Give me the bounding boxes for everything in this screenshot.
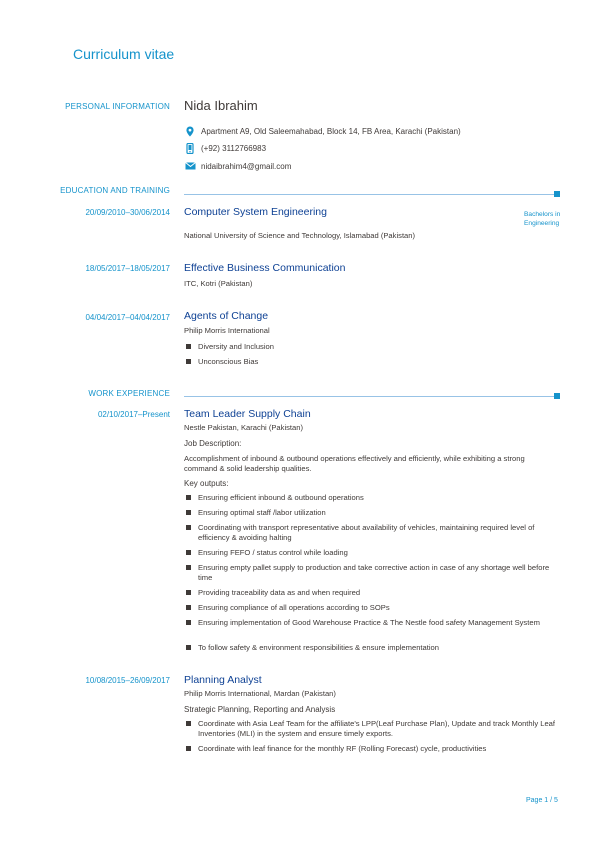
list-item: Ensuring efficient inbound & outbound operations	[184, 493, 560, 503]
phone-text: (+92) 3112766983	[201, 143, 267, 153]
key-outputs-label: Key outputs:	[184, 479, 229, 488]
section-marker	[554, 191, 560, 197]
list-item: Providing traceability data as and when required	[184, 588, 560, 598]
email-text[interactable]: nidaibrahim4@gmail.com	[201, 161, 292, 171]
job-description-label: Job Description:	[184, 439, 242, 448]
list-item: To follow safety & environment responsibilities & ensure implementation	[184, 643, 560, 653]
education-organisation: National University of Science and Technology, Islamabad (Pakistan)	[184, 231, 416, 240]
education-title: Effective Business Communication	[184, 262, 346, 274]
document-title: Curriculum vitae	[73, 46, 175, 62]
section-marker	[554, 393, 560, 399]
job-date: 10/08/2015–26/09/2017	[85, 676, 170, 685]
list-item: Ensuring optimal staff /labor utilization	[184, 508, 560, 518]
education-title: Agents of Change	[184, 310, 269, 322]
job-subheading: Strategic Planning, Reporting and Analysis	[184, 705, 336, 714]
section-divider	[184, 396, 557, 397]
location-icon	[184, 125, 196, 137]
qualification-level: Bachelors in Engineering	[524, 211, 561, 227]
list-item: Coordinate with leaf finance for the monthly RF (Rolling Forecast) cycle, productivities	[184, 744, 560, 754]
job-title: Team Leader Supply Chain	[184, 408, 311, 420]
job-date: 02/10/2017–Present	[97, 410, 170, 419]
mobile-phone-icon	[184, 142, 196, 154]
list-item: Coordinate with Asia Leaf Team for the affiliate's LPP(Leaf Purchase Plan), Update and track Monthly Leaf Inventories (MLI) in the system and ensure timely exports.	[184, 719, 560, 739]
job-title: Planning Analyst	[184, 674, 262, 686]
list-item: Unconscious Bias	[184, 357, 560, 367]
education-date: 20/09/2010–30/06/2014	[85, 208, 170, 217]
email-row	[184, 160, 291, 172]
education-organisation: Philip Morris International	[184, 326, 270, 335]
applicant-name: Nida Ibrahim	[184, 98, 258, 113]
job-employer: Nestle Pakistan, Karachi (Pakistan)	[184, 423, 304, 432]
list-item: Diversity and Inclusion	[184, 342, 560, 352]
phone-row	[184, 142, 266, 154]
job-employer: Philip Morris International, Mardan (Pakistan)	[184, 689, 336, 698]
education-organisation: ITC, Kotri (Pakistan)	[184, 279, 253, 288]
personal-information-label: PERSONAL INFORMATION	[65, 102, 170, 111]
address-row	[184, 125, 461, 137]
list-item: Coordinating with transport representative about availability of vehicles, maintaining required level of efficiency & avoiding halting	[184, 523, 560, 543]
job-description-text: Accomplishment of inbound & outbound operations effectively and efficiently, while exhibiting a strong command & solid leadership qualities.	[184, 454, 525, 473]
address-text: Apartment A9, Old Saleemahabad, Block 14, FB Area, Karachi (Pakistan)	[201, 126, 461, 136]
section-divider	[184, 194, 557, 195]
list-item: Ensuring compliance of all operations according to SOPs	[184, 603, 560, 613]
education-date: 18/05/2017–18/05/2017	[85, 264, 170, 273]
list-item: Ensuring FEFO / status control while loading	[184, 548, 560, 558]
list-item: Ensuring empty pallet supply to production and take corrective action in case of any shortage well before time	[184, 563, 560, 583]
email-icon	[184, 160, 196, 172]
education-date: 04/04/2017–04/04/2017	[85, 313, 170, 322]
work-experience-section-label: WORK EXPERIENCE	[88, 389, 170, 398]
education-section-label: EDUCATION AND TRAINING	[60, 186, 170, 195]
list-item: Ensuring implementation of Good Warehouse Practice & The Nestle food safety Management System	[184, 618, 560, 628]
page-number: Page 1 / 5	[526, 797, 558, 804]
education-title: Computer System Engineering	[184, 206, 327, 218]
